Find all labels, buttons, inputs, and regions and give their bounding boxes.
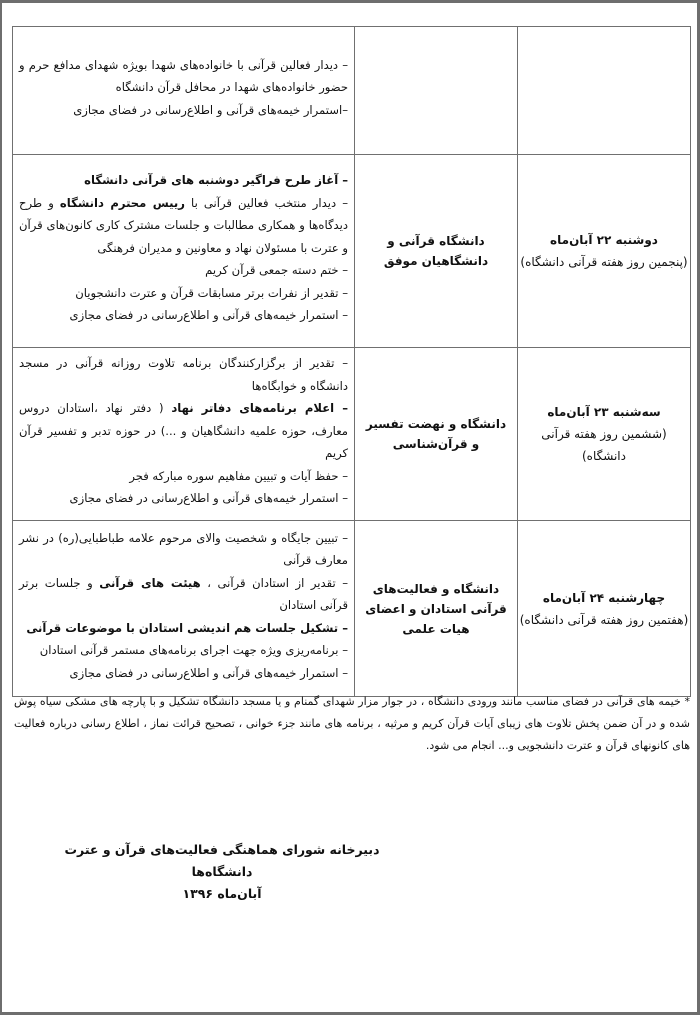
theme-cell: دانشگاه قرآنی و دانشگاهیان موفق [355, 155, 518, 348]
theme-cell: دانشگاه و نهضت تفسیر و قرآن‌شناسی [355, 348, 518, 521]
activity-item [19, 639, 348, 662]
day-subtitle: (هفتمین روز هفته قرآنی دانشگاه) [519, 612, 689, 627]
activities-cell [13, 27, 355, 155]
activity-item [19, 527, 348, 572]
schedule-table [12, 26, 691, 697]
activity-text: – استمرار خیمه‌های قرآنی و اطلاع‌رسانی در فضای مجازی [69, 308, 348, 323]
activity-bold-text: – تشکیل جلسات هم اندیشی استادان با موضوعات قرآنی [26, 620, 348, 635]
activity-item [19, 465, 348, 488]
activity-item [19, 54, 348, 99]
activity-item [19, 572, 348, 617]
signature-block [42, 839, 402, 905]
table-row [13, 155, 691, 348]
day-cell [518, 27, 691, 155]
activity-text: – ختم دسته جمعی قرآن کریم [205, 263, 348, 278]
activity-bold-text: هیئت های قرآنی [99, 575, 201, 590]
theme-cell: دانشگاه و فعالیت‌های قرآنی استادان و اعضای هیات علمی [355, 521, 518, 697]
activity-text: – دیدار فعالین قرآنی با خانواده‌های شهدا بویژه شهدای مدافع حرم و حضور خانواده‌های شهدا در محافل قرآن دانشگاه [19, 57, 348, 95]
day-cell [518, 155, 691, 348]
activity-item [19, 282, 348, 305]
theme-cell [355, 27, 518, 155]
activity-item [19, 192, 348, 260]
footnote: * خیمه های قرآنی در فضای مناسب مانند ورودی دانشگاه ، در جوار مزار شهدای گمنام و یا مسجد دانشگاه تشکیل و با پارچه های مشکی سیاه پوش شده و در آن ضمن پخش تلاوت های زیبای آیات قرآن کریم و مرثیه ، برنامه های مانند جزء خوانی ، تصحیح قرائت نماز ، اطلاع رسانی درباره فعالیت های کانونهای قرآن و عترت دانشجویی و... انجام می شود. [14, 695, 690, 752]
activities-cell [13, 155, 355, 348]
activities-cell [13, 521, 355, 697]
signature-date: آبان‌ماه ۱۳۹۶ [182, 886, 262, 901]
activity-text: و طرح دیدگاه‌ها و همکاری مطالبات و جلسات مشترک کاری کانون‌های قرآن و عترت با مسئولان نهاد و معاونین و مدیران فرهنگی [19, 195, 348, 255]
activity-text: – تبیین جایگاه و شخصیت والای مرحوم علامه طباطبایی(ره) در نشر معارف قرآنی [19, 530, 348, 568]
day-title: چهارشنبه ۲۴ آبان‌ماه [542, 590, 666, 605]
table-row [13, 348, 691, 521]
activity-text: – تقدیر از برگزارکنندگان برنامه تلاوت روزانه قرآنی در مسجد دانشگاه و خوابگاه‌ها [19, 356, 348, 393]
day-cell [518, 348, 691, 521]
activity-text: – تقدیر از نفرات برتر مسابقات قرآن و عترت دانشجویان [75, 285, 348, 300]
signature-org: دبیرخانه شورای هماهنگی فعالیت‌های قرآن و عترت دانشگاه‌ها [64, 842, 380, 879]
activity-item [19, 352, 348, 397]
activity-item [19, 99, 348, 122]
activities-cell [13, 348, 355, 521]
day-title: سه‌شنبه ۲۳ آبان‌ماه [547, 405, 661, 419]
activity-item [19, 617, 348, 640]
activity-text: – استمرار خیمه‌های قرآنی و اطلاع‌رسانی در فضای مجازی [69, 665, 348, 680]
activity-item [19, 662, 348, 685]
table-row [13, 27, 691, 155]
activity-text: – حفظ آیات و تبیین مفاهیم سوره مبارکه فجر [129, 468, 348, 483]
activity-item [19, 169, 348, 192]
activity-bold-text: – اعلام برنامه‌های دفاتر نهاد [171, 401, 349, 416]
activity-item [19, 259, 348, 282]
activity-text: – تقدیر از استادان قرآنی ، [200, 575, 349, 590]
activity-bold-text: رییس محترم دانشگاه [59, 195, 185, 210]
activity-text: –استمرار خیمه‌های قرآنی و اطلاع‌رسانی در فضای مجازی [73, 102, 348, 117]
activity-text: ( دفتر نهاد ،استادان دروس معارف، حوزه علمیه دانشگاهیان و ...) در حوزه تدبر و تفسیر قرآن کریم [19, 401, 348, 461]
activity-item [19, 397, 348, 465]
activity-text: – برنامه‌ریزی ویژه جهت اجرای برنامه‌های مستمر قرآنی استادان [39, 643, 348, 658]
table-row [13, 521, 691, 697]
activity-bold-text: – آغاز طرح فراگیر دوشنبه های قرآنی دانشگاه [84, 173, 348, 188]
activity-item [19, 304, 348, 327]
day-title: دوشنبه ۲۲ آبان‌ماه [550, 233, 658, 247]
activity-text: – دیدار منتخب فعالین قرآنی با [184, 195, 348, 210]
day-subtitle: (پنجمین روز هفته قرآنی دانشگاه) [520, 255, 688, 269]
day-subtitle: (ششمین روز هفته قرآنی دانشگاه) [541, 427, 667, 463]
day-cell [518, 521, 691, 697]
activity-text: – استمرار خیمه‌های قرآنی و اطلاع‌رسانی در فضای مجازی [69, 491, 348, 506]
activity-text: و جلسات برتر قرآنی استادان [19, 575, 348, 613]
activity-item [19, 487, 348, 510]
